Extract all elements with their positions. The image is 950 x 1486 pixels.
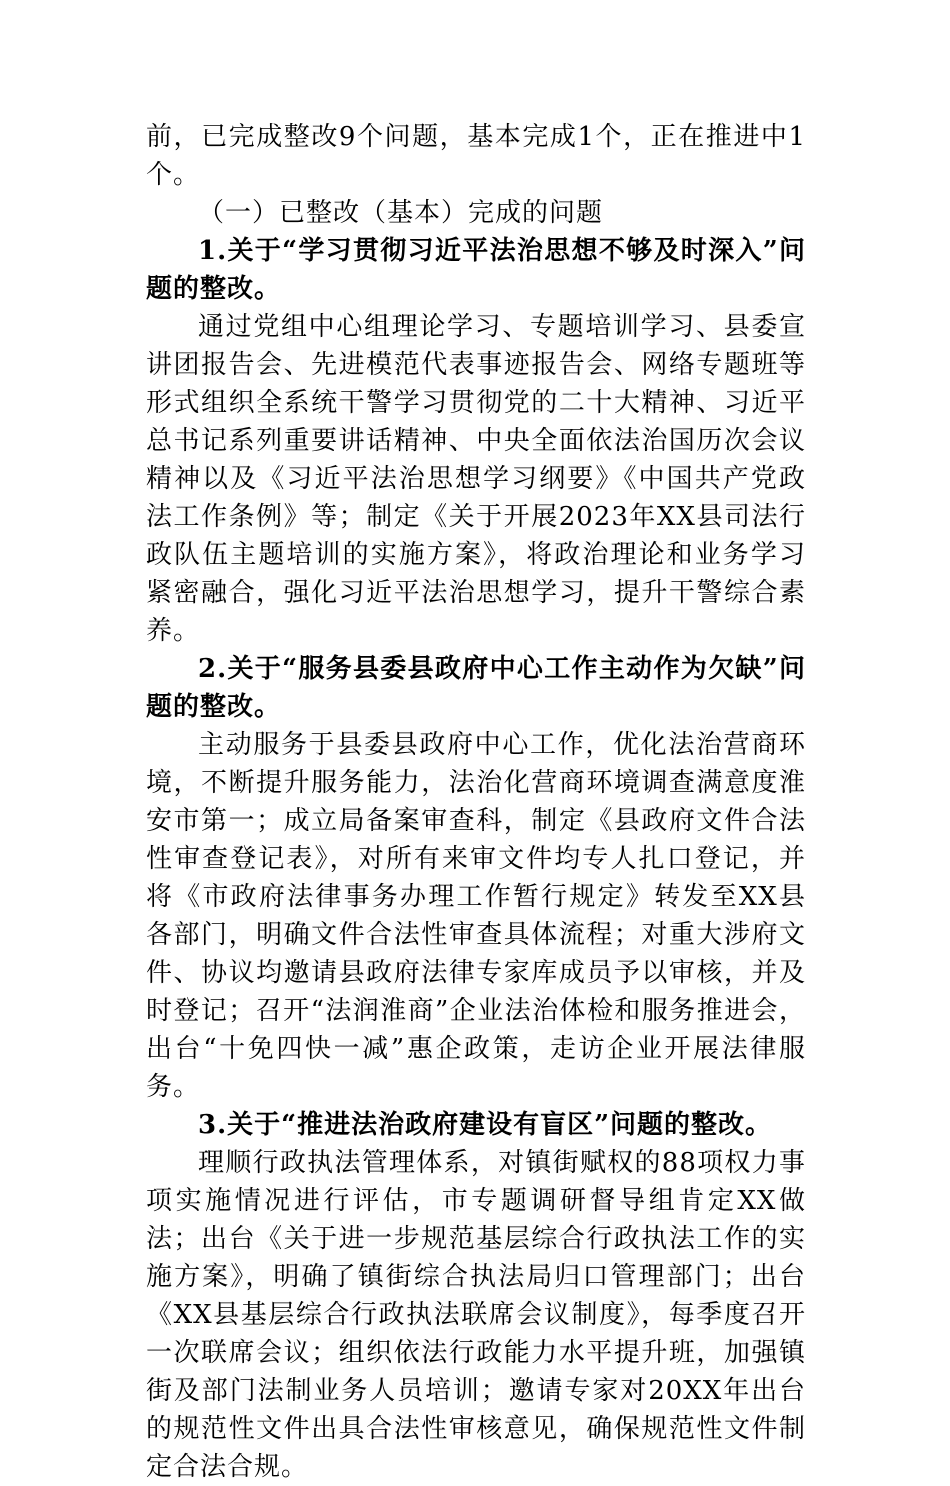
section-title: （一）已整改（基本）完成的问题	[198, 198, 604, 228]
intro-continuation: 前，已完成整改9个问题，基本完成1个，正在推进中1个。	[146, 122, 806, 190]
item-3-heading: 3.关于“推进法治政府建设有盲区”问题的整改。	[198, 1110, 773, 1140]
item-3-body: 理顺行政执法管理体系，对镇街赋权的88项权力事项实施情况进行评估，市专题调研督导组肯定XX做法；出台《关于进一步规范基层综合行政执法工作的实施方案》，明确了镇街综合执法局归口管理部门；出台《XX县基层综合行政执法联席会议制度》，每季度召开一次联席会议；组织依法行政能力水平提升班，加强镇街及部门法制业务人员培训；邀请专家对20XX年出台的规范性文件出具合法性审核意见，确保规范性文件制定合法合规。	[146, 1148, 806, 1482]
item-2-heading: 2.关于“服务县委县政府中心工作主动作为欠缺”问题的整改。	[146, 654, 806, 722]
item-2-body: 主动服务于县委县政府中心工作，优化法治营商环境，不断提升服务能力，法治化营商环境调查满意度淮安市第一；成立局备案审查科，制定《县政府文件合法性审查登记表》，对所有来审文件均专人扎口登记，并将《市政府法律事务办理工作暂行规定》转发至XX县各部门，明确文件合法性审查具体流程；对重大涉府文件、协议均邀请县政府法律专家库成员予以审核，并及时登记；召开“法润淮商”企业法治体检和服务推进会，出台“十免四快一减”惠企政策，走访企业开展法律服务。	[146, 730, 806, 1102]
item-1-body: 通过党组中心组理论学习、专题培训学习、县委宣讲团报告会、先进模范代表事迹报告会、网络专题班等形式组织全系统干警学习贯彻党的二十大精神、习近平总书记系列重要讲话精神、中央全面依法治国历次会议精神以及《习近平法治思想学习纲要》《中国共产党政法工作条例》等；制定《关于开展2023年XX县司法行政队伍主题培训的实施方案》，将政治理论和业务学习紧密融合，强化习近平法治思想学习，提升干警综合素养。	[146, 312, 806, 646]
item-1-heading: 1.关于“学习贯彻习近平法治思想不够及时深入”问题的整改。	[146, 236, 806, 304]
document-page	[146, 118, 806, 1486]
